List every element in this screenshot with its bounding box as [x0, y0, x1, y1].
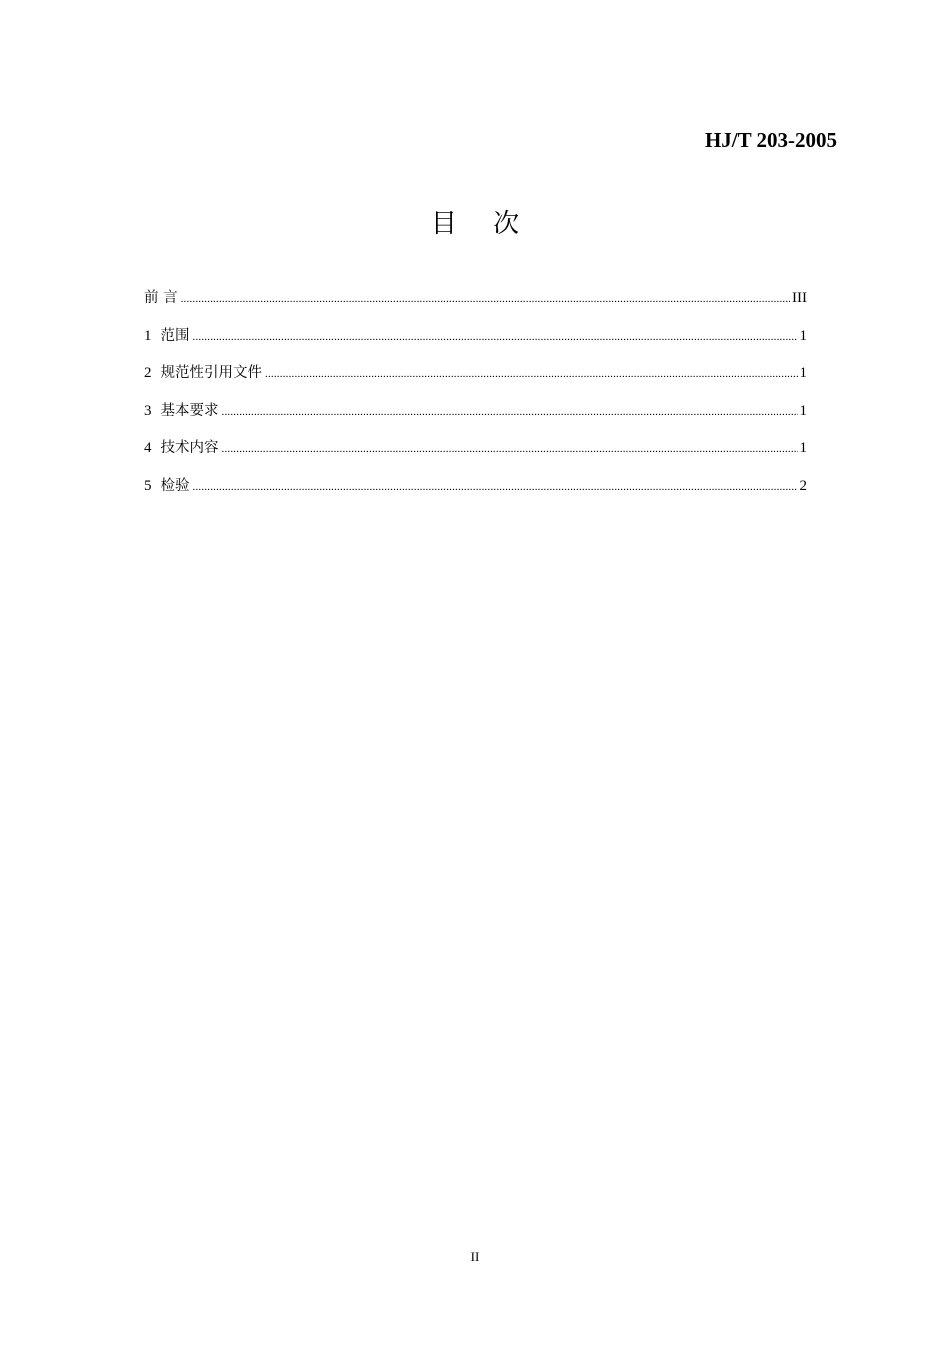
- toc-dot-leader: [181, 287, 790, 311]
- toc-entry-basic-requirements[interactable]: [144, 399, 807, 437]
- toc-entry-label: 检验: [160, 477, 190, 494]
- toc-entry-number: 4: [144, 440, 152, 456]
- toc-entry-label: 技术内容: [160, 440, 219, 456]
- toc-entry-label: 范围: [160, 327, 190, 344]
- toc-entry-technical-content[interactable]: [144, 436, 807, 474]
- toc-dot-leader: [265, 362, 798, 386]
- toc-dot-leader: [222, 437, 798, 461]
- page-number: II: [470, 1249, 480, 1264]
- table-of-contents: [144, 286, 807, 511]
- toc-entry-page: 2: [799, 477, 807, 494]
- toc-entry-page: III: [792, 290, 807, 306]
- toc-dot-leader: [193, 325, 798, 349]
- toc-title: 目 次: [430, 209, 534, 239]
- toc-entry-inspection[interactable]: [144, 474, 807, 512]
- toc-entry-foreword[interactable]: [144, 286, 807, 324]
- toc-entry-label: 基本要求: [160, 402, 219, 419]
- toc-entry-page: 1: [799, 365, 807, 381]
- toc-entry-label: 前 言: [144, 290, 178, 306]
- toc-entry-label: 规范性引用文件: [160, 365, 262, 381]
- toc-entry-number: 2: [144, 365, 152, 381]
- toc-dot-leader: [193, 475, 798, 499]
- toc-entry-normative-references[interactable]: [144, 361, 807, 399]
- toc-entry-scope[interactable]: [144, 324, 807, 362]
- toc-dot-leader: [222, 400, 798, 424]
- toc-entry-number: 1: [144, 327, 152, 344]
- toc-entry-page: 1: [799, 327, 807, 344]
- toc-entry-number: 3: [144, 402, 152, 419]
- toc-entry-page: 1: [799, 440, 807, 456]
- standard-code: HJ/T 203-2005: [704, 128, 837, 152]
- toc-entry-page: 1: [799, 402, 807, 419]
- toc-entry-number: 5: [144, 477, 152, 494]
